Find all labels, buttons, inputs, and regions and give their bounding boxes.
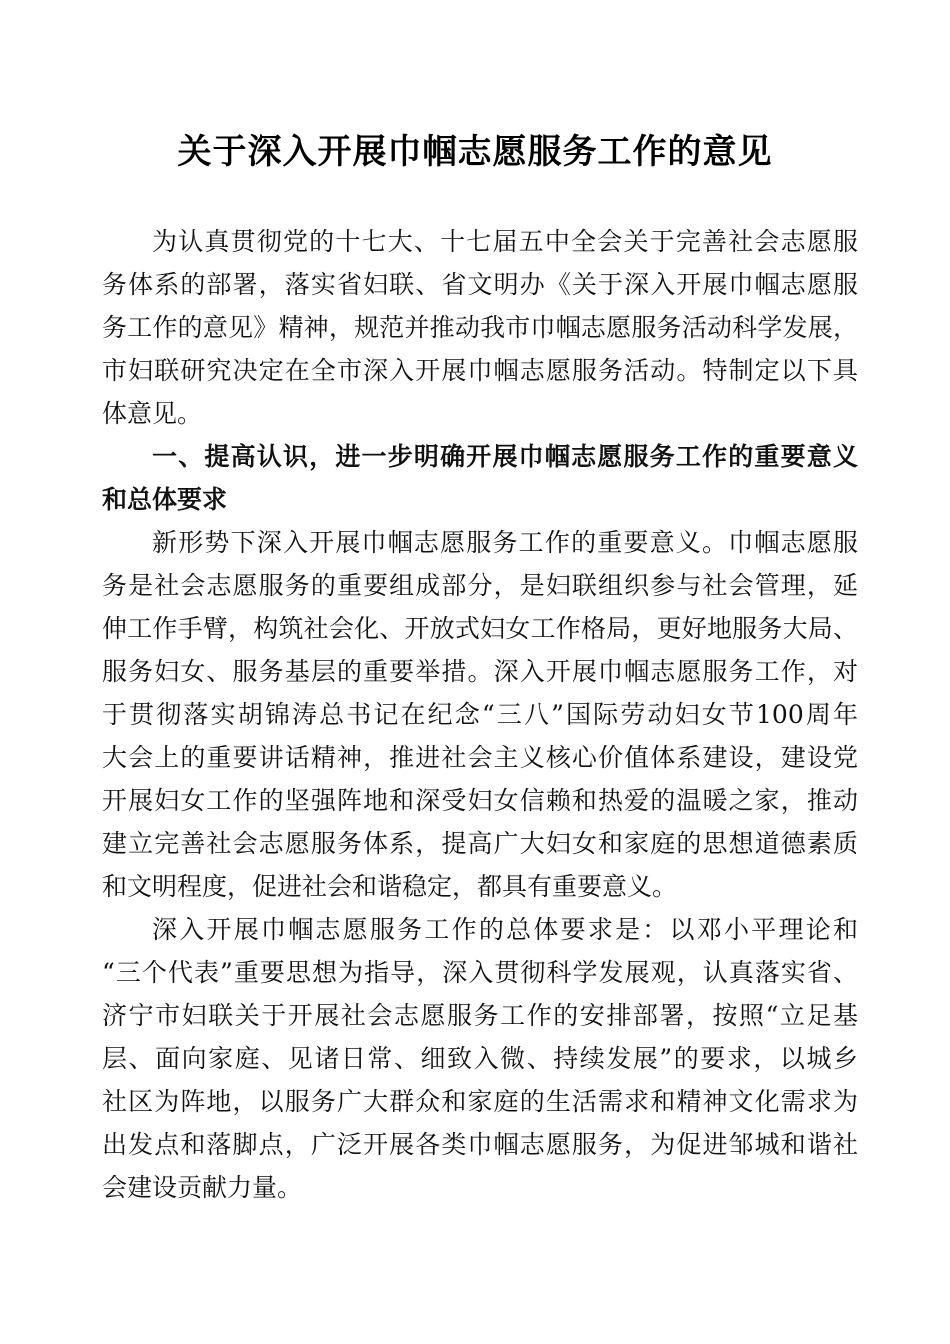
paragraph-intro: [102, 220, 858, 435]
text-line: 务是社会志愿服务的重要组成部分，是妇联组织参与社会管理，延: [102, 571, 858, 600]
text-line: 体意见。: [102, 399, 203, 428]
text-line: 济宁市妇联关于开展社会志愿服务工作的安排部署，按照“立足基: [102, 1001, 858, 1030]
text-line: 建立完善社会志愿服务体系，提高广大妇女和家庭的思想道德素质: [102, 829, 858, 858]
text-line: “三个代表”重要思想为指导，深入贯彻科学发展观，认真落实省、: [102, 958, 858, 987]
paragraph-significance: [102, 521, 858, 908]
text-line: 新形势下深入开展巾帼志愿服务工作的重要意义。巾帼志愿服: [152, 528, 858, 557]
text-line: 深入开展巾帼志愿服务工作的总体要求是：以邓小平理论和: [152, 915, 858, 944]
text-line: 社区为阵地，以服务广大群众和家庭的生活需求和精神文化需求为: [102, 1087, 858, 1116]
text-line: 伸工作手臂，构筑社会化、开放式妇女工作格局，更好地服务大局、: [102, 614, 858, 643]
document-title: 关于深入开展巾帼志愿服务工作的意见: [177, 132, 773, 172]
section-heading: [102, 435, 858, 521]
document-body: [102, 220, 858, 1209]
text-line: 为认真贯彻党的十七大、十七届五中全会关于完善社会志愿服: [152, 227, 858, 256]
text-line: 开展妇女工作的坚强阵地和深受妇女信赖和热爱的温暖之家，推动: [102, 786, 858, 815]
text-line: 于贯彻落实胡锦涛总书记在纪念“三八”国际劳动妇女节100周年: [102, 700, 858, 729]
text-line: 和文明程度，促进社会和谐稳定，都具有重要意义。: [102, 872, 678, 901]
text-line: 出发点和落脚点，广泛开展各类巾帼志愿服务，为促进邹城和谐社: [102, 1130, 858, 1159]
text-line: 服务妇女、服务基层的重要举措。深入开展巾帼志愿服务工作，对: [102, 657, 858, 686]
text-line: 务工作的意见》精神，规范并推动我市巾帼志愿服务活动科学发展，: [102, 313, 858, 342]
text-line: 市妇联研究决定在全市深入开展巾帼志愿服务活动。特制定以下具: [102, 356, 858, 385]
heading-line: 一、提高认识，进一步明确开展巾帼志愿服务工作的重要意义: [152, 442, 858, 471]
paragraph-requirements: [102, 908, 858, 1209]
text-line: 大会上的重要讲话精神，推进社会主义核心价值体系建设，建设党: [102, 743, 858, 772]
text-line: 层、面向家庭、见诸日常、细致入微、持续发展”的要求，以城乡: [102, 1044, 858, 1073]
text-line: 务体系的部署，落实省妇联、省文明办《关于深入开展巾帼志愿服: [102, 270, 858, 299]
heading-line: 和总体要求: [102, 485, 228, 514]
text-line: 会建设贡献力量。: [102, 1173, 303, 1202]
